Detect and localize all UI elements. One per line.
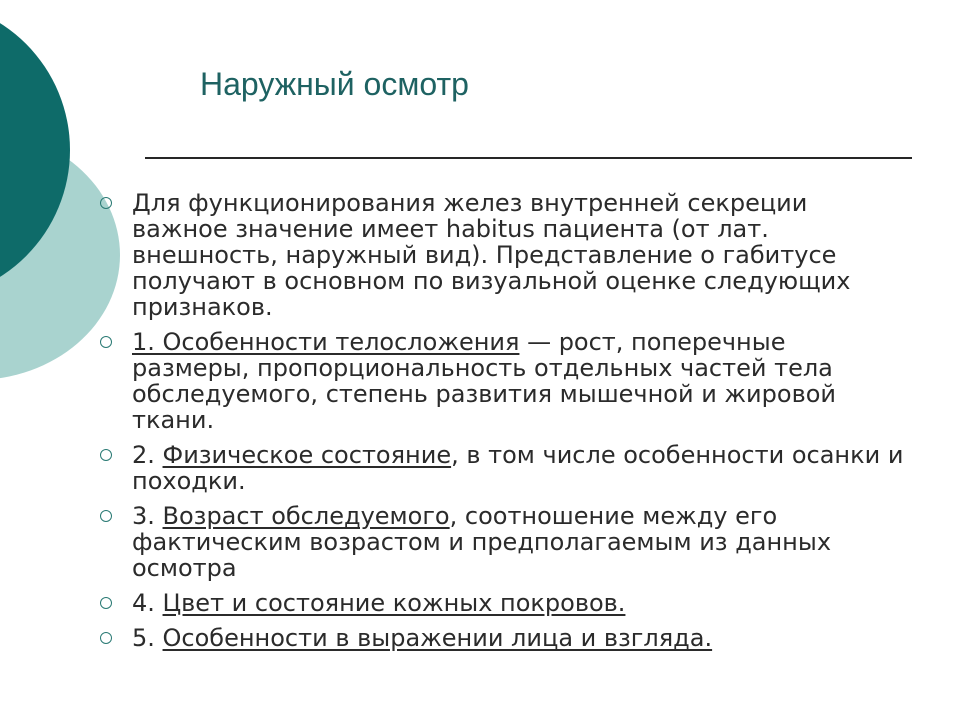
bullet-ring-icon	[100, 503, 132, 522]
title-divider	[145, 157, 912, 159]
list-item	[100, 503, 910, 581]
list-item	[100, 590, 910, 616]
list-item	[100, 190, 910, 320]
item-prefix: 4.	[132, 589, 163, 617]
slide-title: Наружный осмотр	[200, 66, 469, 102]
list-item-text	[132, 625, 910, 651]
list-item-text	[132, 590, 910, 616]
item-prefix: 2.	[132, 441, 163, 469]
item-description: , соотношение между его фактическим возрастом и предполагаемым из данных осмотра	[132, 502, 832, 582]
bullet-list	[100, 190, 910, 660]
list-item	[100, 442, 910, 494]
bullet-ring-icon	[100, 442, 132, 461]
list-item	[100, 329, 910, 433]
list-item-text	[132, 190, 910, 320]
bullet-ring-icon	[100, 590, 132, 609]
item-term: Физическое состояние	[162, 441, 452, 469]
item-description: Для функционирования желез внутренней секреции важное значение имеет habitus пациента (от лат. внешность, наружный вид). Представление о габитусе получают в основном по визуальной оценке следующих признаков.	[132, 189, 851, 321]
list-item	[100, 625, 910, 651]
item-prefix: 5.	[132, 624, 163, 652]
bullet-ring-icon	[100, 190, 132, 209]
item-term: Возраст обследуемого	[162, 502, 450, 530]
list-item-text	[132, 503, 910, 581]
item-term: 1. Особенности телосложения	[132, 328, 520, 356]
bullet-ring-icon	[100, 329, 132, 348]
item-description: — рост, поперечные размеры, пропорциональность отдельных частей тела обследуемого, степень развития мышечной и жировой ткани.	[132, 328, 836, 434]
item-description: , в том числе особенности осанки и походки.	[132, 441, 904, 495]
item-term: Особенности в выражении лица и взгляда.	[162, 624, 713, 652]
list-item-text	[132, 329, 910, 433]
item-prefix: 3.	[132, 502, 163, 530]
bullet-ring-icon	[100, 625, 132, 644]
list-item-text	[132, 442, 910, 494]
item-term: Цвет и состояние кожных покровов.	[162, 589, 626, 617]
